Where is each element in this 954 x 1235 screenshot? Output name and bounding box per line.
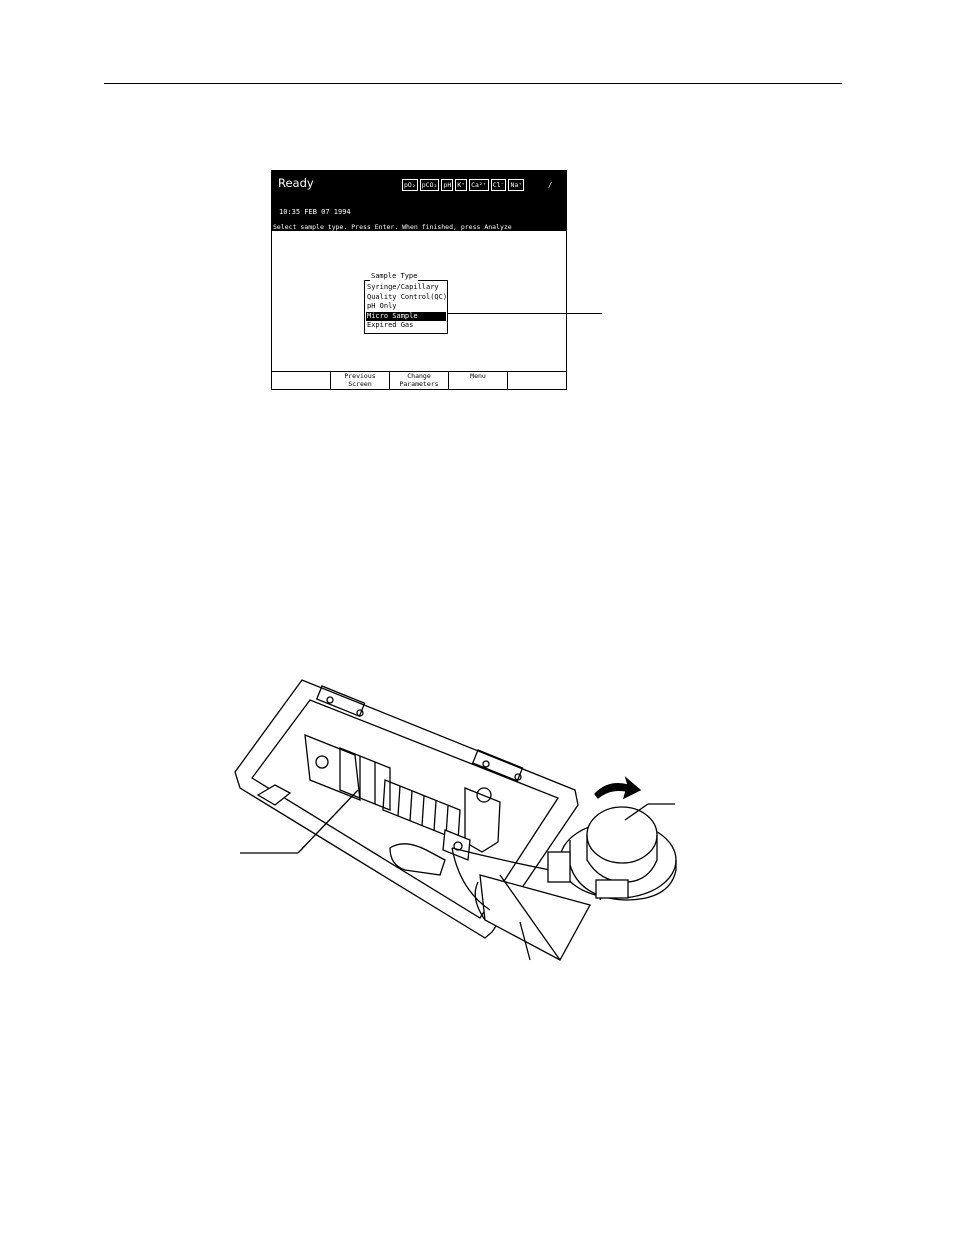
micro-sample-callout-line [447, 313, 602, 314]
sample-type-syringe-capillary[interactable]: Syringe/Capillary [367, 283, 439, 291]
change-parameters-button[interactable] [389, 372, 448, 390]
rotate-arrow-icon [595, 778, 640, 798]
status-text: Ready [278, 176, 314, 190]
softkey-1[interactable] [272, 372, 330, 390]
change-parameters-label-1: Change [407, 372, 431, 380]
change-parameters-label-2: Parameters [399, 379, 439, 388]
sample-type-list [366, 283, 446, 331]
date-time: 10:35 FEB 07 1994 [279, 208, 351, 216]
sample-type-ph-only[interactable]: pH Only [367, 302, 397, 311]
sample-type-expired-gas[interactable]: Expired Gas [367, 321, 414, 330]
sample-port-illustration [230, 670, 690, 970]
status-indicator: / [548, 181, 553, 189]
status-bar [272, 171, 566, 223]
parameter-cl: Cl⁻ [492, 181, 505, 189]
prompt-text: Select sample type. Press Enter. When finished, press Analyze [273, 223, 512, 231]
previous-screen-label-2: Screen [348, 379, 372, 388]
parameter-ca: Ca²⁺ [471, 181, 487, 189]
sample-type-quality-control[interactable]: Quality Control(QC) [367, 292, 448, 301]
parameter-list [402, 179, 524, 191]
page-header-rule [104, 83, 842, 84]
parameter-po2: pO₂ [404, 181, 416, 189]
analyzer-screen [271, 170, 567, 390]
parameter-ph: pH [443, 181, 452, 189]
sample-type-title: Sample Type [371, 272, 418, 280]
softkey-bar [272, 371, 566, 390]
sample-type-micro-sample[interactable]: Micro Sample [366, 312, 446, 322]
parameter-pco2: pCO₂ [421, 181, 438, 189]
menu-button[interactable] [448, 372, 507, 390]
softkey-5[interactable] [507, 372, 566, 390]
parameter-k: K⁺ [457, 181, 466, 189]
menu-label: Menu [470, 372, 486, 380]
previous-screen-button[interactable] [330, 372, 389, 390]
parameter-na: Na⁺ [510, 181, 523, 189]
previous-screen-label-1: Previous [344, 372, 376, 380]
